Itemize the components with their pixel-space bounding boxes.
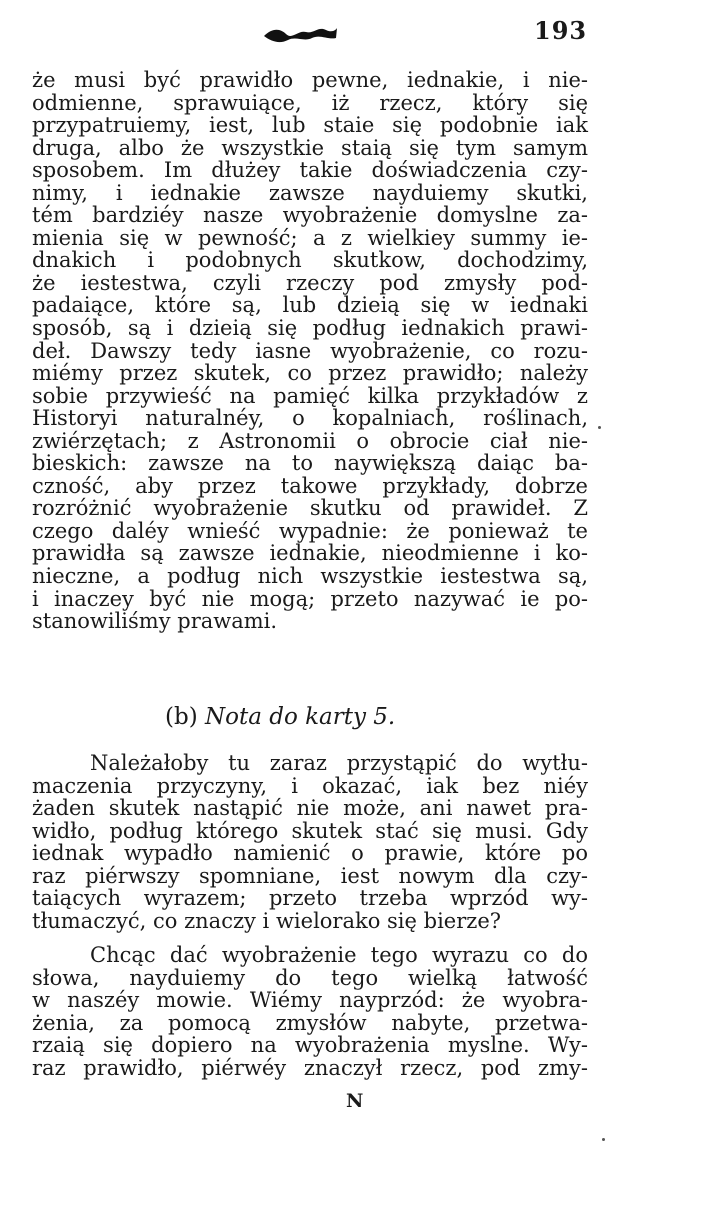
text-line: raz prawidło, piérwéy znaczył rzecz, pod zmy- xyxy=(32,1055,588,1080)
text-line: tłumaczyć, co znaczy i wielorako się bierze? xyxy=(32,908,502,933)
text-line: sposób, są i dzieią się podług iednakich prawi- xyxy=(32,316,588,341)
text-line: sposobem. Im dłużey takie doświadczenia czy- xyxy=(32,158,588,183)
paragraph-2 xyxy=(32,752,588,932)
text-line: raz piérwszy spomniane, iest nowym dla czy- xyxy=(32,863,588,888)
text-line: tém bardziéy nasze wyobrażenie domyslne za- xyxy=(32,203,588,228)
text-line: padaiące, które są, lub dzieią się w iednaki xyxy=(32,293,588,318)
signature-mark: N xyxy=(346,1090,364,1112)
text-line: druga, albo że wszystkie staią się tym samym xyxy=(32,135,588,160)
note-heading-prefix: (b) xyxy=(165,704,198,730)
text-line: zwiérzętach; z Astronomii o obrocie ciał nie- xyxy=(32,428,588,453)
text-line: mienia się w pewność; a z wielkiey summy ie- xyxy=(32,225,588,250)
text-line: miémy przez skutek, co przez prawidło; należy xyxy=(32,361,588,386)
text-line: czność, aby przez takowe przykłady, dobrze xyxy=(32,473,588,498)
text-line: i inaczey być nie mogą; przeto nazywać ie po- xyxy=(32,586,588,611)
text-line: stanowiliśmy prawami. xyxy=(32,609,278,634)
text-line: iednak wypadło namienić o prawie, które po xyxy=(32,841,588,866)
text-line: żenia, za pomocą zmysłów nabyte, przetwa- xyxy=(32,1010,588,1035)
text-line: taiących wyrazem; przeto trzeba wprzód wy- xyxy=(32,886,588,911)
text-line: deł. Dawszy tedy iasne wyobrażenie, co rozu- xyxy=(32,338,588,363)
text-line: nieczne, a podług nich wszystkie iestestwa są, xyxy=(32,564,588,589)
text-line: maczenia przyczyny, i okazać, iak bez niéy xyxy=(32,773,588,798)
paragraph-1 xyxy=(32,69,588,633)
text-line: bieskich: zawsze na to naywiększą daiąc ba- xyxy=(32,451,588,476)
ink-speck xyxy=(602,1138,605,1141)
text-line: przypatruiemy, iest, lub staie się podobnie iak xyxy=(32,113,588,138)
text-line: sobie przywieść na pamięć kilka przykładów z xyxy=(32,383,588,408)
text-line: Historyi naturalnéy, o kopalniach, roślinach, xyxy=(32,406,588,431)
text-line: rozróżnić wyobrażenie skutku od prawideł. Z xyxy=(32,496,588,521)
text-line: prawidła są zawsze iednakie, nieodmienne i ko- xyxy=(32,541,588,566)
page-number: 193 xyxy=(534,16,588,45)
ink-speck xyxy=(598,426,601,429)
paragraph-3 xyxy=(32,944,588,1079)
text-line: widło, podług którego skutek stać się musi. Gdy xyxy=(32,818,588,843)
note-heading-title: Nota do karty 5. xyxy=(204,704,396,730)
text-line: w naszéy mowie. Wiémy nayprzód: że wyobra- xyxy=(32,988,588,1013)
text-line: żaden skutek nastąpić nie może, ani nawet pra- xyxy=(32,796,588,821)
text-line: Chcąc dać wyobrażenie tego wyrazu co do xyxy=(90,943,588,967)
text-line: nimy, i iednakie zawsze nayduiemy skutki, xyxy=(32,180,588,205)
text-line: Należałoby tu zaraz przystąpić do wytłu- xyxy=(90,751,588,775)
text-line: słowa, nayduiemy do tego wielką łatwość xyxy=(32,965,588,990)
text-line: rzaią się dopiero na wyobrażenia myslne. Wy- xyxy=(32,1033,588,1058)
text-line: czego daléy wnieść wypadnie: że ponieważ te xyxy=(32,518,588,543)
text-line: że musi być prawidło pewne, iednakie, i nie- xyxy=(32,68,588,92)
note-heading xyxy=(165,704,395,730)
ornament-icon xyxy=(262,24,338,44)
text-line: odmienne, sprawuiące, iż rzecz, który się xyxy=(32,90,588,115)
text-line: dnakich i podobnych skutkow, dochodzimy, xyxy=(32,248,588,273)
text-line: że iestestwa, czyli rzeczy pod zmysły pod- xyxy=(32,270,588,295)
